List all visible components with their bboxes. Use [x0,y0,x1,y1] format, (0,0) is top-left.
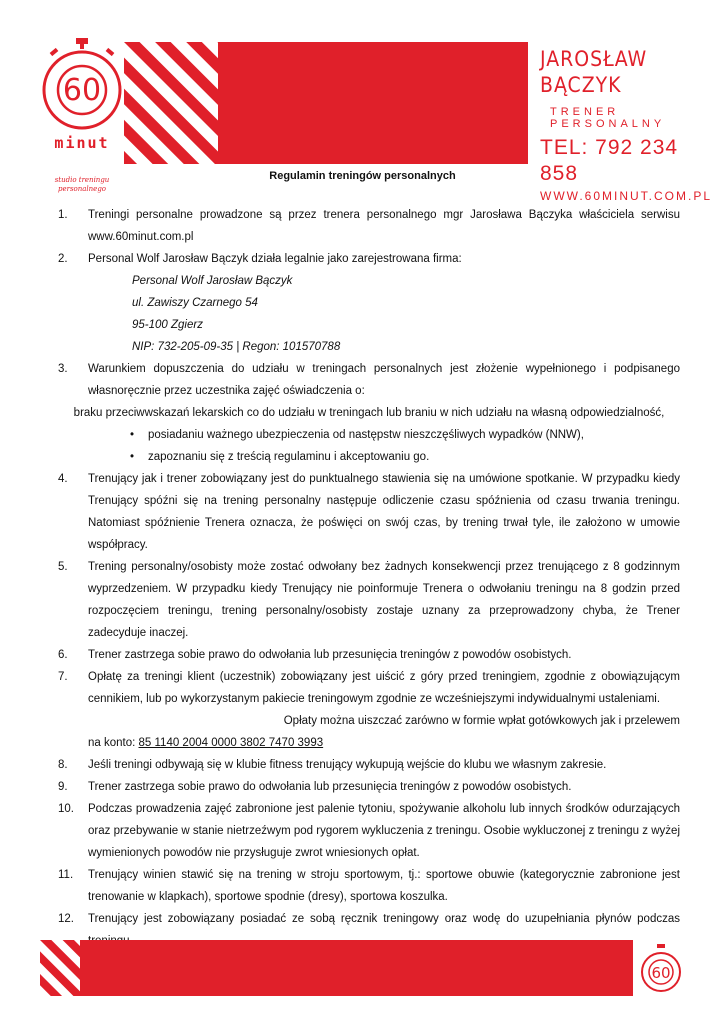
bullet-item [58,424,680,446]
svg-text:60: 60 [62,73,102,108]
bullet-item [58,446,680,468]
item-number: 5. [58,561,68,573]
brand-role: TRENER PERSONALNY [550,106,666,130]
item-number: 9. [58,781,68,793]
bullet-icon: • [130,429,135,441]
logo-word: minut [54,134,110,152]
bullet-text: posiadaniu ważnego ubezpieczenia od następstw nieszczęśliwych wypadków (NNW), [148,429,584,441]
list-item [58,358,680,402]
list-item [58,248,680,270]
item-text: Personal Wolf Jarosław Bączyk działa legalnie jako zarejestrowana firma: [88,253,462,265]
item-text: Trenujący jak i trener zobowiązany jest do punktualnego stawienia się na umówione spotkanie. W przypadku kiedy Trenujący spóźni się na trening personalny następuje odliczenie czasu spóźnienia od czasu trwania treningu. Natomiast spóźnienie Trenera oznacza, że poświęci on swój czas, by trening trwał tyle, ile założono w umowie współpracy. [88,473,680,551]
item-number: 11. [58,869,74,881]
page-title: Regulamin treningów personalnych [269,170,456,182]
item-text: Trenujący jest zobowiązany posiadać ze sobą ręcznik treningowy oraz wodę do uzupełniania płynów podczas [88,913,680,925]
item-text: Opłatę za treningi klient (uczestnik) zobowiązany jest uiścić z góry przed treningiem, zgodnie z obowiązującym cennikiem, lub po wykorzystanym pakiecie treningowym zgodnie ze wcześniejszymi indywidualnymi ustaleniami. [88,671,680,705]
item-number: 12. [58,913,74,925]
item-number: 2. [58,253,68,265]
item-text: Trener zastrzega sobie prawo do odwołania lub przesunięcia treningów z powodów osobistych. [88,781,572,793]
item-number: 4. [58,473,68,485]
item-text: Warunkiem dopuszczenia do udziału w treningach personalnych jest złożenie wypełnionego i podpisanego własnoręcznie przez uczestnika zajęć oświadczenia o: [88,363,680,397]
company-street: ul. Zawiszy Czarnego 54 [132,297,258,309]
company-name: Personal Wolf Jarosław Bączyk [132,275,293,287]
bullet-icon: • [130,451,135,463]
list-item [58,468,680,556]
item-text: Treningi personalne prowadzone są przez trenera personalnego mgr Jarosława Bączyka właściciela serwisu www.60minut.com.pl [88,209,680,243]
list-item [58,776,680,798]
list-item [58,754,680,776]
list-item [58,204,680,248]
item-number: 7. [58,671,68,683]
bank-account-line [58,732,680,754]
item-text: Trener zastrzega sobie prawo do odwołania lub przesunięcia treningów z powodów osobistych. [88,649,572,661]
company-city: 95-100 Zgierz [132,319,203,331]
item-number: 1. [58,209,68,221]
brand-name: JAROSŁAW BĄCZYK [540,47,648,97]
item-text: Jeśli treningi odbywają się w klubie fitness trenujący wykupują wejście do klubu we własnym zakresie. [88,759,607,771]
brand-website: WWW.60MINUT.COM.PL [540,189,713,203]
page-footer [0,940,725,996]
logo-subtitle: studio treningu [54,176,110,184]
declaration-line: braku przeciwwskazań lekarskich co do udziału w treningach lub braniu w nich udziału na własną odpowiedzialność, [73,407,665,419]
brand-phone: TEL: 792 234 858 [540,136,679,185]
regulations-body [58,204,680,952]
list-item [58,556,680,644]
bullet-text: zapoznaniu się z treścią regulaminu i akceptowaniu go. [148,451,430,463]
footer-red-block [80,940,633,996]
diagonal-stripes [40,940,80,996]
list-item [58,666,680,710]
item-number: 10. [58,803,74,815]
stopwatch-icon [636,942,686,994]
item-text: Trenujący winien stawić się na trening w stroju sportowym, tj.: sportowe obuwie (kategorycznie zabronione jest trenowanie w klapkach), sportowe spodnie (dresy), sportowa koszulka. [88,869,680,903]
list-item [58,798,680,864]
payment-methods-line: Opłaty można uiszczać zarówno w formie wpłat gotówkowych jak i przelewem [283,715,680,727]
item-text: Podczas prowadzenia zajęć zabronione jest palenie tytoniu, spożywanie alkoholu lub innych środków odurzających oraz przebywanie w stanie nietrzeźwym pod rygorem wykluczenia z treningu. Osobie wykluczonej z treningu z wyżej wymienionych powodów nie przysługuje zwrot wniesionych opłat. [88,803,680,859]
logo-subtitle: personalnego [57,185,107,193]
header-red-block [218,42,528,164]
diagonal-stripes [124,42,218,164]
logo [40,38,124,193]
svg-text:60: 60 [651,964,671,982]
stopwatch-icon [40,38,124,138]
item-number: 3. [58,363,68,375]
company-nip-regon: NIP: 732-205-09-35 | Regon: 101570788 [132,341,341,353]
item-text: Trening personalny/osobisty może zostać odwołany bez żadnych konsekwencji przez trenującego z 8 godzinnym wyprzedzeniem. W przypadku kiedy Trenujący nie poinformuje Trenera o odwołaniu treningu na 8 godzin przed rozpoczęciem treningu, trening personalny/osobisty zostaje uznany za przeprowadzony chyba, że Trener zadecyduje inaczej. [88,561,680,639]
bank-account-number: 85 1140 2004 0000 3802 7470 3993 [138,737,324,749]
item-number: 8. [58,759,68,771]
item-number: 6. [58,649,68,661]
account-prefix: na konto: [88,737,139,749]
list-item [58,644,680,666]
list-item [58,864,680,908]
